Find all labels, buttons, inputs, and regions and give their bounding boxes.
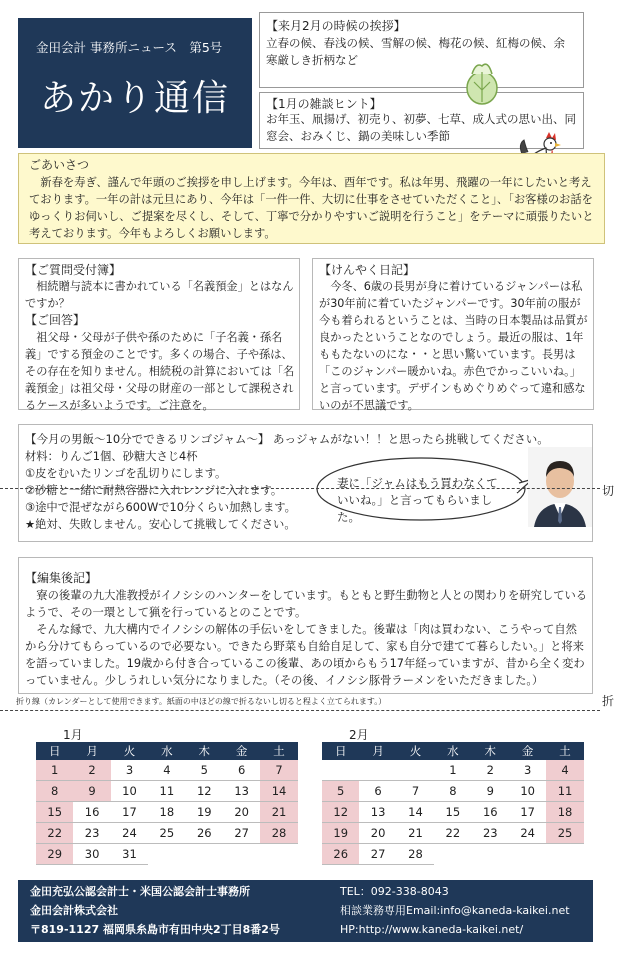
calendar-day: 9: [472, 781, 509, 802]
weekday-mon: 月: [372, 744, 384, 758]
calendar-day: 7: [260, 760, 297, 781]
calendar-day: 20: [359, 823, 396, 844]
calendar-day: 21: [397, 823, 434, 844]
calendar-day: 5: [186, 760, 223, 781]
calendar-day: 13: [359, 802, 396, 823]
calendar-day: 25: [546, 823, 583, 844]
author-portrait-icon: [528, 447, 592, 527]
calendar-day: 27: [359, 844, 396, 865]
chat-tips-body: お年玉、凧揚げ、初売り、初夢、七草、成人式の思い出、同窓会、おみくじ、鍋の美味しい季節: [266, 112, 577, 143]
calendar-january: [36, 728, 298, 865]
recipe-steps: [25, 448, 325, 533]
fold-mark: 折: [602, 694, 615, 708]
calendar-day: 16: [472, 802, 509, 823]
calendar-month-label: 2月: [349, 728, 369, 742]
calendar-day: 16: [73, 802, 110, 823]
calendar-day: 7: [397, 781, 434, 802]
fold-note: 折り線（カレンダーとして使用できます。紙面の中ほどの線で折るないし切ると程よく立てられます。）: [16, 697, 387, 706]
seasonal-greeting-box: [259, 12, 584, 88]
footer-address: 〒819-1127 福岡県糸島市有田中央2丁目8番2号: [30, 923, 280, 936]
calendar-day: 12: [186, 781, 223, 802]
diary-heading: 【けんやく日記】: [319, 263, 416, 277]
diary-body: 今冬、6歳の長男が身に着けているジャンパーは私が30年前に着ていたジャンパーです。30年前の服が今も着られるということは、当時の日本製品は品質が良かったということなのでしょう。最近の服は、1年ももたないのにな・・と思い驚いています。長男は「このジャンパー暖かいね。赤色でかっこいいね。」と言っています。デザインもめぐりめぐって違和感ないのが不思議です。: [319, 280, 588, 412]
calendar-day: 1: [434, 760, 471, 781]
calendar-day: 2: [472, 760, 509, 781]
calendar-day: 10: [111, 781, 148, 802]
greeting-body: 新春を寿ぎ、謹んで年頭のご挨拶を申し上げます。今年は、酉年です。私は年男、飛躍の一年にしたいと考えております。一年の計は元旦にあり、今年は「一件一件、大切に仕事をさせていただくこと」、「お客様のお話をゆっくりお伺いし、ご提案を尽くし、そして、丁寧で分かりやすいご説明を行うこと」をテーマに頑張りたいと考えております。今年もよろしくお願いします。: [29, 176, 594, 240]
weekday-fri: 金: [235, 744, 248, 758]
footer-company: 金田会計株式会社: [30, 904, 118, 917]
recipe-line: ★絶対、失敗しません。安心して挑戦してください。: [25, 518, 296, 531]
calendar-day: 27: [223, 823, 260, 844]
weekday-thu: 木: [484, 744, 496, 758]
editor-note-box: [18, 557, 593, 694]
weekday-thu: 木: [198, 744, 210, 758]
recipe-line: ③途中で混ぜながら600Wで10分くらい加熱します。: [25, 501, 296, 514]
calendar-day: 18: [546, 802, 583, 823]
chat-tips-heading: 【1月の雑談ヒント】: [266, 97, 382, 111]
calendar-day: 24: [111, 823, 148, 844]
cut-mark: 切: [602, 484, 615, 498]
recipe-line: ①皮をむいたリンゴを乱切りにします。: [25, 467, 227, 480]
footer-email[interactable]: 相談業務専用Email:info@kaneda-kaikei.net: [340, 904, 570, 917]
recipe-line: ②砂糖と一緒に耐熱容器に入れレンジに入れます。: [25, 484, 283, 497]
calendar-weekday-header: [36, 742, 298, 760]
greeting-section: [18, 153, 605, 244]
diary-box: [312, 258, 594, 410]
calendar-day: 4: [546, 760, 583, 781]
calendar-day: 20: [223, 802, 260, 823]
greeting-heading: ごあいさつ: [29, 158, 90, 172]
seasonal-greeting-body: 立春の候、春浅の候、雪解の候、梅花の候、紅梅の候、余寒厳しき折柄など: [266, 36, 565, 67]
recipe-line: 材料：りんご1個、砂糖大さじ4杯: [25, 450, 198, 463]
calendar-day: 23: [472, 823, 509, 844]
calendar-day: 11: [546, 781, 583, 802]
calendar-day: 9: [73, 781, 110, 802]
footer-tel: TEL：092-338-8043: [340, 885, 449, 898]
seasonal-greeting-heading: 【来月2月の時候の挨拶】: [266, 19, 406, 33]
calendar-day: 30: [73, 844, 110, 865]
calendar-day: 3: [509, 760, 546, 781]
calendar-grid: [36, 760, 298, 865]
calendar-day: 17: [111, 802, 148, 823]
calendar-day: 8: [434, 781, 471, 802]
calendar-day: 31: [111, 844, 148, 865]
calendar-day: 19: [186, 802, 223, 823]
calendar-day: 25: [148, 823, 185, 844]
calendar-day: 15: [434, 802, 471, 823]
calendar-day: 24: [509, 823, 546, 844]
recipe-box: [18, 424, 593, 542]
calendar-grid: [322, 760, 584, 865]
calendar-day: 14: [260, 781, 297, 802]
weekday-wed: 水: [447, 744, 459, 758]
calendar-blank-cell: [359, 760, 396, 781]
faq-box: [18, 258, 300, 410]
calendar-day: 19: [322, 823, 359, 844]
newsletter-kicker: 金田会計 事務所ニュース 第5号: [36, 40, 223, 55]
weekday-sun: 日: [48, 744, 61, 758]
footer-firm: 金田充弘公認会計士・米国公認会計士事務所: [30, 885, 250, 898]
weekday-tue: 火: [409, 744, 422, 758]
calendar-day: 14: [397, 802, 434, 823]
calendar-day: 15: [36, 802, 73, 823]
calendar-day: 22: [434, 823, 471, 844]
cut-line: [0, 488, 600, 489]
calendar-blank-cell: [322, 760, 359, 781]
faq-heading: 【ご質問受付簿】: [25, 263, 122, 277]
calendar-day: 17: [509, 802, 546, 823]
calendar-day: 21: [260, 802, 297, 823]
calendar-day: 11: [148, 781, 185, 802]
calendar-day: 2: [73, 760, 110, 781]
calendar-day: 26: [322, 844, 359, 865]
footer-website[interactable]: HP:http://www.kaneda-kaikei.net/: [340, 923, 524, 936]
weekday-tue: 火: [123, 744, 136, 758]
faq-answer: 祖父母・父母が子供や孫のために「子名義・孫名義」でする預金のことです。多くの場合、子や孫は、その存在を知りません。相続税の計算においては「名義預金」は祖父母・父母の財産の一部として課税されるケースが多いようです。ご注意を。: [25, 331, 295, 412]
fold-line: [0, 710, 600, 711]
calendar-day: 13: [223, 781, 260, 802]
calendar-day: 6: [359, 781, 396, 802]
calendar-day: 1: [36, 760, 73, 781]
calendar-day: 6: [223, 760, 260, 781]
calendar-day: 12: [322, 802, 359, 823]
calendar-blank-cell: [397, 760, 434, 781]
calendar-february: [322, 728, 584, 865]
newsletter-title: あかり通信: [40, 78, 231, 119]
calendar-day: 4: [148, 760, 185, 781]
calendar-weekday-header: [322, 742, 584, 760]
weekday-sun: 日: [334, 744, 347, 758]
faq-answer-heading: 【ご回答】: [25, 313, 86, 327]
calendar-day: 3: [111, 760, 148, 781]
speech-bubble-text: 妻に「ジャムはもう買わなくていいね。」と言ってもらいました。: [337, 476, 498, 524]
weekday-sat: 土: [273, 744, 285, 758]
editor-note-heading: 【編集後記】: [25, 571, 98, 585]
calendar-day: 28: [260, 823, 297, 844]
calendar-day: 29: [36, 844, 73, 865]
calendar-day: 8: [36, 781, 73, 802]
weekday-wed: 水: [161, 744, 173, 758]
calendar-day: 10: [509, 781, 546, 802]
calendar-day: 18: [148, 802, 185, 823]
calendar-month-label: 1月: [63, 728, 83, 742]
cabbage-icon: [462, 60, 502, 106]
weekday-sat: 土: [559, 744, 571, 758]
calendar-day: 26: [186, 823, 223, 844]
calendar-day: 23: [73, 823, 110, 844]
recipe-heading: 【今月の男飯～10分でできるリンゴジャム～】 あっジャムがない！！と思ったら挑戦してください。: [25, 432, 549, 446]
calendar-day: 22: [36, 823, 73, 844]
editor-note-body: 寮の後輩の九大准教授がイノシシのハンターをしています。もともと野生動物と人との関わりを研究しているようで、その一環として猟を行っているとのことです。 そんな縁で、九大構内でイノシシの解体の手伝いをしてきました。後輩は「肉は買わない、こうやって自然から分けてもらっているので必要ない。できたら野菜も自給自足して、家も自分で建てて暮らしたい。」と将来を語っていました。19歳から付き合っているこの後輩、あの頃からもう17年経っていますが、昔から全く変わっていません。少しうれしい気分になりました。（その後、イノシシ豚骨ラーメンをいただきました。）: [25, 589, 588, 687]
footer: [18, 880, 593, 942]
weekday-mon: 月: [86, 744, 98, 758]
calendar-day: 5: [322, 781, 359, 802]
calendar-day: 28: [397, 844, 434, 865]
weekday-fri: 金: [521, 744, 534, 758]
masthead: [18, 18, 252, 148]
faq-question: 相続贈与読本に書かれている「名義預金」とはなんですか？: [25, 280, 294, 310]
